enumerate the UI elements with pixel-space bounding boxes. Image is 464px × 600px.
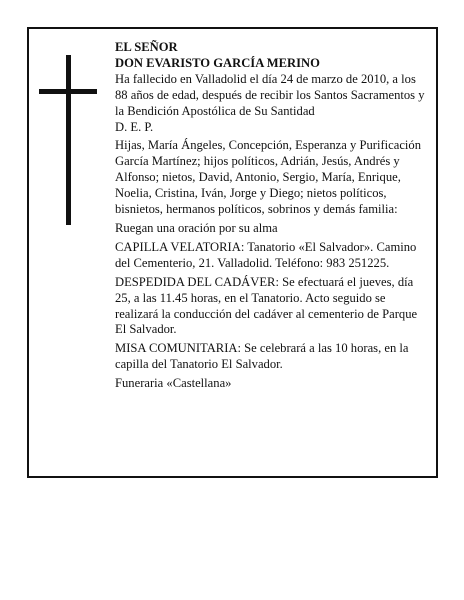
death-announcement: Ha fallecido en Valladolid el día 24 de marzo de 2010, a los 88 años de edad, después de recibir los Santos Sacramentos y la Bendición Apostólica de Su Santidad bbox=[115, 71, 425, 118]
farewell-text: Se efectuará el jueves, día 25, a las 11.45 horas, en el Tanatorio. Acto seguido se realizará la conducción del cadáver al cementerio de Parque El Salvador. bbox=[115, 274, 418, 337]
chapel-text: Tanatorio «El Salvador». Camino del Cementerio, 21. Valladolid. Teléfono: 983 251225. bbox=[115, 239, 417, 270]
family-list: Hijas, María Ángeles, Concepción, Esperanza y Purificación García Martínez; hijos políticos, Adrián, Jesús, Andrés y Alfonso; nietos, David, Antonio, Sergio, María, Enrique, Noelia, Cristina, Iván, Jorge y Diego; nietos políticos, bisnietos, hermanos políticos, sobrinos y demás familia: bbox=[115, 138, 421, 217]
farewell-info bbox=[115, 275, 425, 339]
mass-text: Se celebrará a las 10 horas, en la capilla del Tanatorio El Salvador. bbox=[115, 341, 409, 372]
deceased-name: DON EVARISTO GARCÍA MERINO bbox=[115, 55, 320, 70]
cross-icon bbox=[39, 55, 97, 225]
prayer-request: Ruegan una oración por su alma bbox=[115, 220, 278, 235]
chapel-label: CAPILLA VELATORIA: bbox=[115, 239, 245, 254]
mass-label: MISA COMUNITARIA: bbox=[115, 341, 241, 356]
funeral-home: Funeraria «Castellana» bbox=[115, 376, 232, 391]
notice-title-line1: EL SEÑOR bbox=[115, 40, 178, 54]
mass-info bbox=[115, 341, 425, 373]
farewell-label: DESPEDIDA DEL CADÁVER: bbox=[115, 274, 279, 289]
cross-vertical-bar bbox=[66, 55, 71, 225]
obituary-notice bbox=[27, 27, 438, 478]
rip-line: D. E. P. bbox=[115, 119, 154, 134]
chapel-info bbox=[115, 240, 425, 272]
cross-horizontal-bar bbox=[39, 89, 97, 94]
notice-text bbox=[115, 40, 425, 395]
